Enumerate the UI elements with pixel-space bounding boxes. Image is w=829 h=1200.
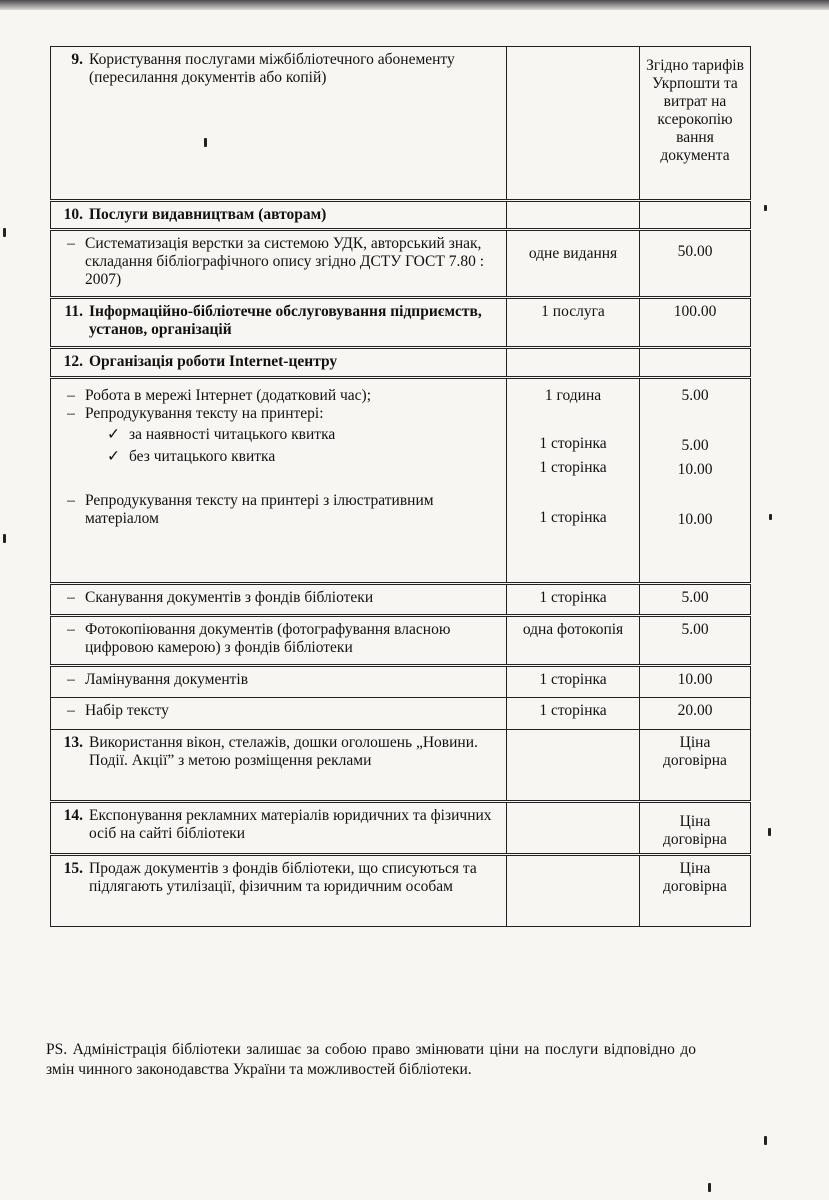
row-number: 14.	[63, 807, 83, 824]
unit-cell: одна фотокопія	[507, 616, 640, 666]
dash-marker: –	[67, 702, 75, 719]
price-cell: Ціна договірна	[640, 855, 751, 927]
service-text: Робота в мережі Інтернет (додатковий час);	[85, 387, 372, 404]
unit-cell: 1 сторінка	[507, 666, 640, 698]
service-cell	[51, 584, 507, 616]
service-text: Набір тексту	[85, 702, 169, 719]
check-icon: ✓	[107, 426, 120, 443]
row-number: 10.	[63, 206, 83, 223]
unit-value: 1 сторінка	[539, 459, 607, 476]
unit-cell	[507, 378, 640, 584]
service-text: Репродукування тексту на принтері з ілюстративним матеріалом	[85, 492, 434, 527]
price-cell	[640, 378, 751, 584]
scan-speck	[769, 514, 772, 520]
price-value: 10.00	[677, 461, 713, 478]
dash-marker: –	[67, 671, 75, 688]
table-row	[51, 230, 751, 298]
price-value: 10.00	[677, 511, 713, 528]
check-icon: ✓	[107, 448, 120, 465]
price-cell: Згідно тарифів Укрпошти та витрат на ксерокопію вання документа	[640, 47, 751, 201]
scan-speck	[3, 228, 6, 237]
unit-cell	[507, 201, 640, 230]
row-number: 15.	[63, 860, 83, 877]
unit-cell	[507, 802, 640, 855]
unit-value: 1 сторінка	[539, 509, 607, 526]
scan-speck	[708, 1183, 711, 1192]
price-cell: 10.00	[640, 666, 751, 698]
unit-cell	[507, 855, 640, 927]
price-cell	[640, 201, 751, 230]
scan-speck	[3, 534, 6, 543]
table-row	[51, 584, 751, 616]
dash-marker: –	[67, 387, 75, 404]
price-cell: Ціна договірна	[640, 802, 751, 855]
service-text: Продаж документів з фондів бібліотеки, що списуються та підлягають утилізації, фізичним та юридичним особам	[89, 860, 477, 895]
table-row	[51, 730, 751, 802]
scan-speck	[764, 205, 767, 211]
unit-value: 1 година	[544, 387, 602, 404]
table-row	[51, 698, 751, 730]
price-cell: 5.00	[640, 584, 751, 616]
table-row	[51, 666, 751, 698]
dash-marker: –	[67, 621, 75, 638]
unit-cell	[507, 348, 640, 378]
table-row	[51, 348, 751, 378]
service-cell	[51, 378, 507, 584]
service-text: без читацького квитка	[129, 448, 276, 465]
price-cell: 5.00	[640, 616, 751, 666]
price-cell: 20.00	[640, 698, 751, 730]
section-title: Послуги видавництвам (авторам)	[89, 206, 327, 223]
section-title: Організація роботи Internet-центру	[89, 353, 338, 370]
table-row	[51, 378, 751, 584]
service-cell	[51, 47, 507, 201]
service-cell	[51, 802, 507, 855]
service-text: Експонування рекламних матеріалів юридичних та фізичних осіб на сайті бібліотеки	[89, 807, 492, 842]
service-cell	[51, 698, 507, 730]
price-cell	[640, 348, 751, 378]
dash-marker: –	[67, 405, 75, 422]
table-row	[51, 855, 751, 927]
scan-speck	[764, 1136, 767, 1145]
service-cell	[51, 730, 507, 802]
service-text: Репродукування тексту на принтері:	[85, 405, 324, 422]
row-number: 13.	[63, 734, 83, 751]
service-cell	[51, 298, 507, 348]
row-number: 9.	[71, 51, 83, 68]
row-number: 12.	[63, 353, 83, 370]
dash-marker: –	[67, 589, 75, 606]
scan-speck	[768, 828, 771, 836]
unit-cell: 1 сторінка	[507, 698, 640, 730]
service-text: Ламінування документів	[85, 671, 249, 688]
service-text: Фотокопіювання документів (фотографування власною цифровою камерою) з фондів бібліотеки	[85, 621, 451, 656]
ps-note: PS. Адміністрація бібліотеки залишає за собою право змінювати ціни на послуги відповідно до змін чинного законодавства України та можливостей бібліотеки.	[46, 1041, 696, 1078]
service-cell	[51, 201, 507, 230]
section-title: Інформаційно-бібліотечне обслуговування підприємств, установ, організацій	[89, 303, 482, 338]
unit-cell	[507, 47, 640, 201]
row-number: 11.	[64, 303, 83, 320]
price-cell: Ціна договірна	[640, 730, 751, 802]
tariff-table	[50, 46, 751, 927]
table-row	[51, 201, 751, 230]
price-value: 5.00	[681, 437, 709, 454]
service-cell	[51, 348, 507, 378]
unit-cell: 1 послуга	[507, 298, 640, 348]
table-row	[51, 298, 751, 348]
service-text: Систематизація верстки за системою УДК, авторський знак, складання бібліографічного опису згідно ДСТУ ГОСТ 7.80 : 2007)	[85, 235, 485, 288]
service-text: Сканування документів з фондів бібліотеки	[85, 589, 374, 606]
table-row	[51, 802, 751, 855]
service-cell	[51, 616, 507, 666]
table-row	[51, 616, 751, 666]
unit-cell: одне видання	[507, 230, 640, 298]
service-cell	[51, 855, 507, 927]
unit-cell: 1 сторінка	[507, 584, 640, 616]
dash-marker: –	[67, 235, 75, 252]
service-cell	[51, 230, 507, 298]
service-text: Використання вікон, стелажів, дошки оголошень „Новини. Події. Акції” з метою розміщення реклами	[89, 734, 478, 769]
service-cell	[51, 666, 507, 698]
unit-value: 1 сторінка	[539, 435, 607, 452]
dash-marker: –	[67, 492, 75, 509]
price-cell: 50.00	[640, 230, 751, 298]
scan-speck	[204, 138, 207, 147]
price-cell: 100.00	[640, 298, 751, 348]
unit-cell	[507, 730, 640, 802]
price-value: 5.00	[681, 387, 709, 404]
table-row	[51, 47, 751, 201]
service-text: за наявності читацького квитка	[129, 426, 336, 443]
service-text: Користування послугами міжбібліотечного абонементу (пересилання документів або копій)	[89, 51, 455, 86]
